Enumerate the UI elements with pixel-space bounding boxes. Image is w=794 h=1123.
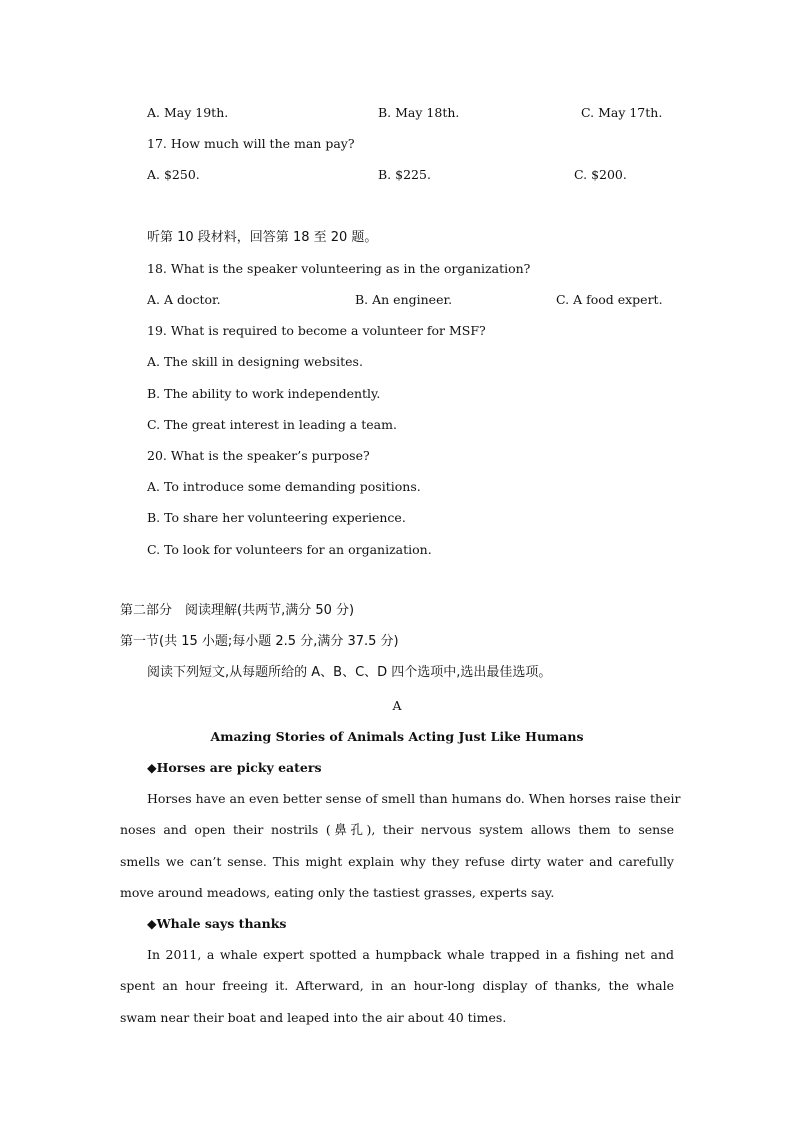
part2-instruction: 阅读下列短文,从每题所给的 A、B、C、D 四个选项中,选出最佳选项。 — [147, 665, 552, 680]
q20-option-c: C. To look for volunteers for an organization. — [147, 542, 432, 557]
paragraph-line: In 2011, a whale expert spotted a humpback whale trapped in a fishing net and — [147, 947, 674, 962]
q19-option-a: A. The skill in designing websites. — [147, 354, 363, 369]
section10-instruction: 听第 10 段材料，回答第 18 至 20 题。 — [147, 230, 378, 245]
q18-option-c: C. A food expert. — [556, 292, 663, 307]
q19-question: 19. What is required to become a volunteer for MSF? — [147, 323, 486, 338]
q18-option-b: B. An engineer. — [355, 292, 453, 307]
q17-option-a: A. $250. — [147, 167, 200, 182]
q20-option-a: A. To introduce some demanding positions. — [147, 479, 421, 494]
q16-option-b: B. May 18th. — [378, 105, 460, 120]
q17-option-c: C. $200. — [574, 167, 627, 182]
q17-option-b: B. $225. — [378, 167, 431, 182]
q19-option-c: C. The great interest in leading a team. — [147, 417, 397, 432]
q18-question: 18. What is the speaker volunteering as in the organization? — [147, 261, 531, 276]
paragraph-line: swam near their boat and leaped into the air about 40 times. — [120, 1010, 507, 1025]
subheading-horses: ◆Horses are picky eaters — [147, 760, 322, 775]
q19-option-b: B. The ability to work independently. — [147, 386, 381, 401]
q18-option-a: A. A doctor. — [147, 292, 221, 307]
paragraph-line: Horses have an even better sense of smell than humans do. When horses raise their — [147, 791, 681, 806]
paragraph-line: smells we can’t sense. This might explain why they refuse dirty water and carefully — [120, 854, 674, 869]
part2-heading: 第二部分 阅读理解(共两节,满分 50 分) — [120, 603, 355, 618]
passage-title: Amazing Stories of Animals Acting Just Like Humans — [210, 729, 584, 744]
paragraph-line: noses and open their nostrils (鼻孔), their nervous system allows them to sense — [120, 822, 674, 837]
q17-question: 17. How much will the man pay? — [147, 136, 355, 151]
q20-option-b: B. To share her volunteering experience. — [147, 510, 406, 525]
q16-option-c: C. May 17th. — [581, 105, 663, 120]
subheading-whale: ◆Whale says thanks — [147, 916, 287, 931]
part2-section1-heading: 第一节(共 15 小题;每小题 2.5 分,满分 37.5 分) — [120, 634, 399, 649]
paragraph-line: spent an hour freeing it. Afterward, in an hour-long display of thanks, the whale — [120, 978, 674, 993]
passage-label: A — [392, 698, 402, 713]
q20-question: 20. What is the speaker’s purpose? — [147, 448, 370, 463]
paragraph-line: move around meadows, eating only the tastiest grasses, experts say. — [120, 885, 555, 900]
q16-option-a: A. May 19th. — [147, 105, 229, 120]
